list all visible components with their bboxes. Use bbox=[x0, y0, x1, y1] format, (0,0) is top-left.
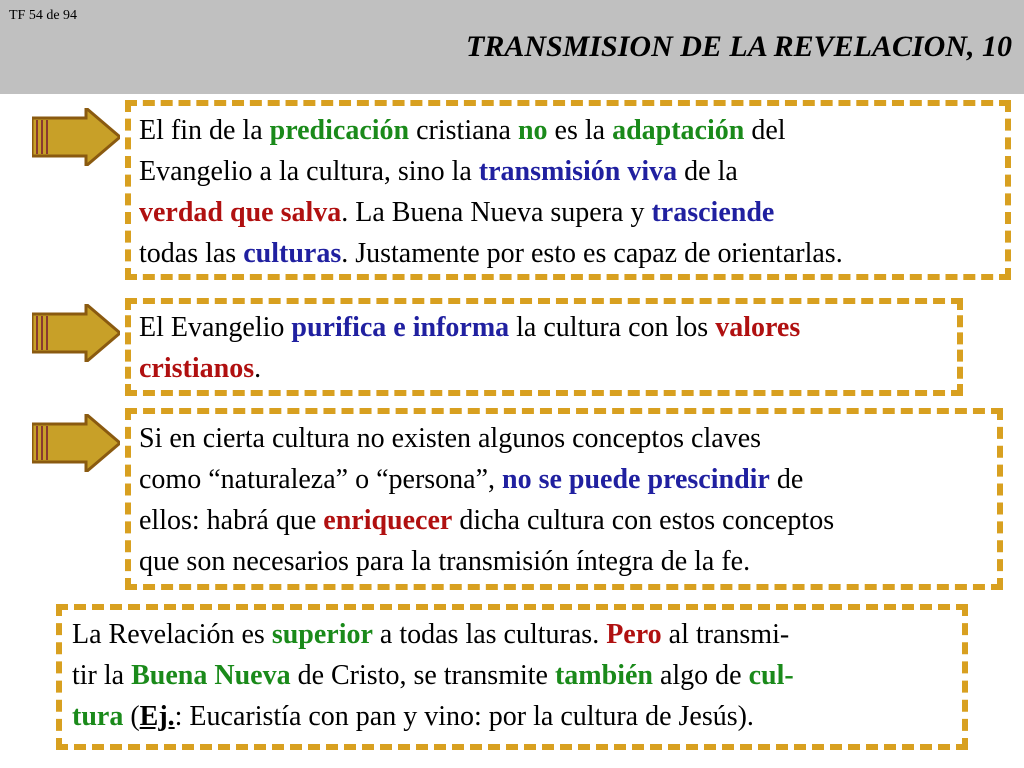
arrow-icon bbox=[32, 414, 120, 472]
slide-title: TRANSMISION DE LA REVELACION, 10 bbox=[466, 30, 1012, 63]
arrow-icon bbox=[32, 304, 120, 362]
arrow-icon bbox=[32, 108, 120, 166]
paragraph-3: Si en cierta cultura no existen algunos conceptos claves como “naturaleza” o “persona”, no se puede prescindir de ellos: habrá que enriquecer dicha cultura con estos conceptos que son necesarios para la transmisión íntegra de la fe. bbox=[139, 423, 835, 577]
paragraph-1: El fin de la predicación cristiana no es la adaptación del Evangelio a la cultura, sino la transmisión viva de la verdad que salva. La Buena Nueva supera y trasciende todas las culturas. Justamente por esto es capaz de orientarlas. bbox=[139, 115, 843, 269]
paragraph-2: El Evangelio purifica e informa la cultura con los valores cristianos. bbox=[139, 312, 801, 384]
slide-counter: TF 54 de 94 bbox=[9, 8, 78, 23]
header-bar bbox=[0, 0, 1024, 94]
paragraph-4: La Revelación es superior a todas las culturas. Pero al transmi- tir la Buena Nueva de Cristo, se transmite también algo de cul- tura (Ej.: Eucaristía con pan y vino: por la cultura de Jesús). bbox=[72, 619, 794, 732]
